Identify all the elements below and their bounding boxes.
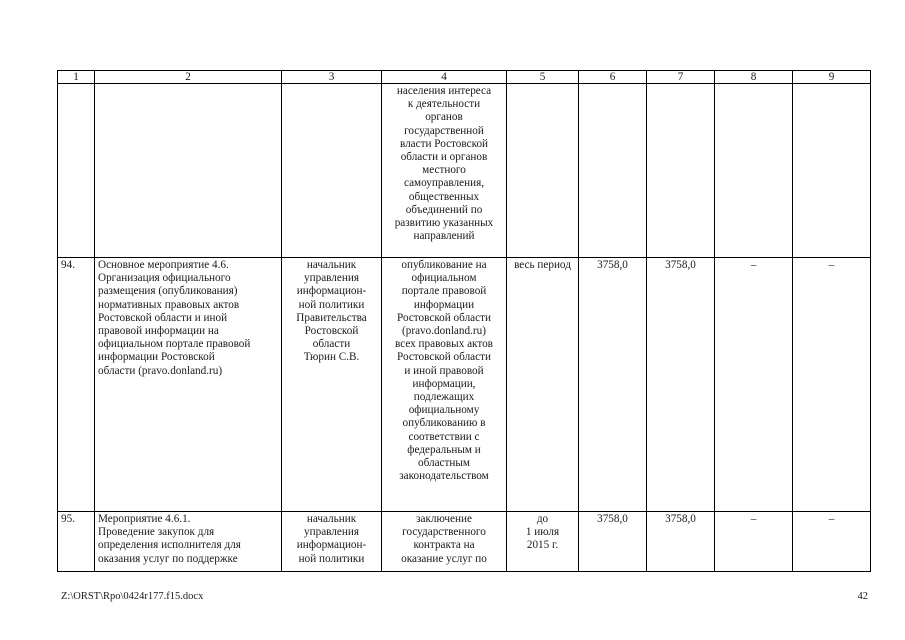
measure-name: Основное мероприятие 4.6. Организация официального размещения (опубликования) нормативных правовых актов Ростовской области и иной правовой информации на официальном портале правовой информации Ростовской области (pravo.donland.ru) [95,258,282,512]
header-cell-7: 7 [647,71,715,84]
row-number: 94. [58,258,95,512]
value-col8 [715,84,793,258]
period [507,84,579,258]
value-col8: – [715,512,793,572]
value-col6: 3758,0 [579,512,647,572]
value-col6: 3758,0 [579,258,647,512]
page-number: 42 [857,591,868,602]
row-number [58,84,95,258]
header-row [58,71,871,84]
row-number: 95. [58,512,95,572]
file-path: Z:\ORST\Rpo\0424r177.f15.docx [61,591,204,602]
table-row [58,84,871,258]
responsible: начальник управления информацион- ной политики Правительства Ростовской области Тюрин С.В. [282,258,382,512]
value-col6 [579,84,647,258]
value-col7 [647,84,715,258]
value-col9: – [793,258,871,512]
header-cell-9: 9 [793,71,871,84]
expected-result: населения интереса к деятельности органов государственной власти Ростовской области и органов местного самоуправления, общественных объединений по развитию указанных направлений [382,84,507,258]
expected-result: заключение государственного контракта на оказание услуг по [382,512,507,572]
responsible [282,84,382,258]
period: весь период [507,258,579,512]
header-cell-5: 5 [507,71,579,84]
responsible: начальник управления информацион- ной политики [282,512,382,572]
value-col9 [793,84,871,258]
period: до 1 июля 2015 г. [507,512,579,572]
value-col9: – [793,512,871,572]
table-row [58,258,871,512]
header-cell-1: 1 [58,71,95,84]
value-col7: 3758,0 [647,512,715,572]
header-cell-8: 8 [715,71,793,84]
header-cell-3: 3 [282,71,382,84]
value-col7: 3758,0 [647,258,715,512]
expected-result: опубликование на официальном портале правовой информации Ростовской области (pravo.donland.ru) всех правовых актов Ростовской области и иной правовой информации, подлежащих официальному опубликованию в соответствии с федеральным и областным законодательством [382,258,507,512]
header-cell-2: 2 [95,71,282,84]
header-cell-6: 6 [579,71,647,84]
measure-name: Мероприятие 4.6.1. Проведение закупок для определения исполнителя для оказания услуг по поддержке [95,512,282,572]
table-row [58,512,871,572]
measures-table [57,70,871,572]
value-col8: – [715,258,793,512]
measure-name [95,84,282,258]
header-cell-4: 4 [382,71,507,84]
